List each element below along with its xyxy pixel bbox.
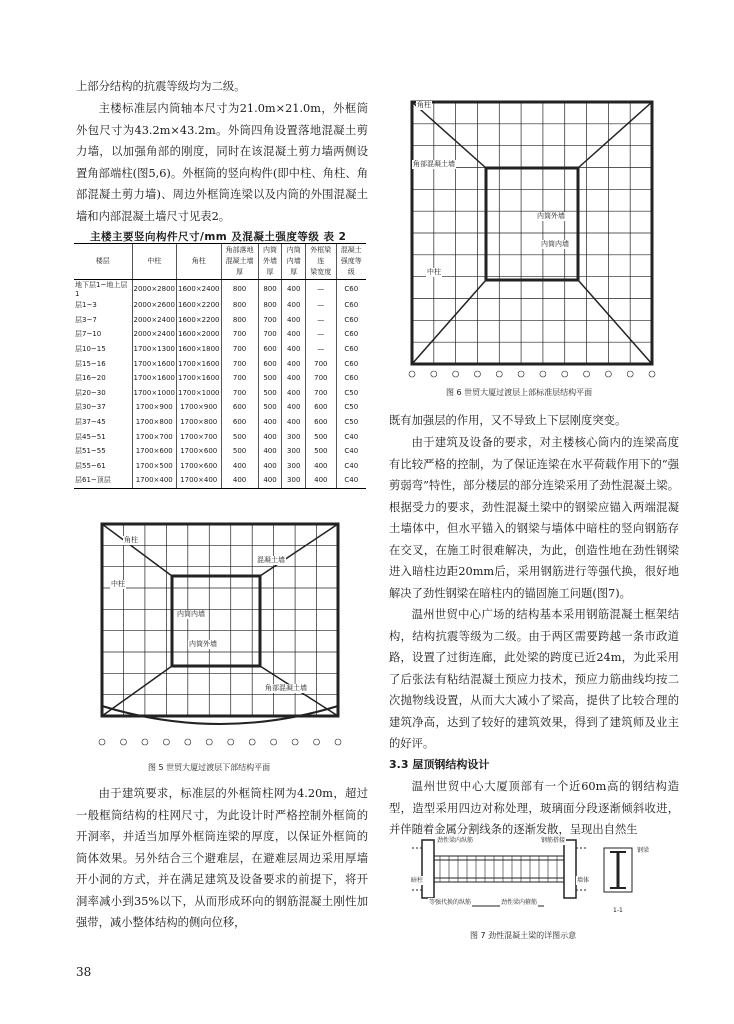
table-cell: 层51~55 [75, 447, 106, 456]
table-cell: 1600×1800 [177, 342, 222, 357]
table-body [74, 280, 366, 489]
axis-bubble [627, 371, 633, 377]
axis-bubble [292, 739, 298, 745]
right-para-2: 由于建筑及设备的要求，对主楼核心筒内的连梁高度有比较严格的控制，为了保证连梁在水平荷载作用下的“强剪弱弯”特性，部分楼层的部分连梁采用了劲性混凝土梁。根据受力的要求，劲性混凝土梁中的钢梁应锚入两端混凝土墙体中，但水平锚入的钢梁与墙体中暗柱的竖向钢筋存在交叉，在施工时很难解决，为此，创造性地在劲性钢梁进入暗柱边距20mm后，采用钢筋进行等强代换，很好地解决了劲性钢梁在暗柱内的锚固施工问题(图7)。 [389, 436, 679, 600]
fig7-label-lap: 钢筋搭接 [541, 837, 566, 844]
table-cell: 400 [282, 386, 306, 401]
table-cell: 500 [258, 400, 282, 415]
table-cell: 500 [306, 429, 336, 444]
table-cell: 300 [282, 473, 306, 488]
table-cell: 700 [221, 371, 258, 386]
axis-bubble [249, 739, 255, 745]
table-cell: 600 [258, 342, 282, 357]
fig6-label-corner-wall: 角部混凝土墙 [413, 160, 455, 168]
table-cell: C60 [336, 280, 366, 299]
table-cell: 1600×2200 [177, 298, 222, 313]
fig6-label-mid-column: 中柱 [427, 268, 441, 276]
table-cell: C40 [336, 444, 366, 459]
table-cell: 1700×700 [177, 429, 222, 444]
table-row [74, 429, 366, 444]
fig6-label-corner-column: 角柱 [417, 101, 431, 109]
table-cell: C60 [336, 371, 366, 386]
axis-bubble [206, 739, 212, 745]
table-row [74, 298, 366, 313]
fig7-label-stirrup: 劲性梁内箍筋 [501, 899, 538, 906]
table-cell: 400 [221, 459, 258, 474]
table-row [74, 371, 366, 386]
table-header-cell: 内筒 内墙厚 [282, 244, 306, 280]
table-cell: — [306, 342, 336, 357]
table-cell: 层15~16 [75, 359, 106, 368]
fig7-label-wall: 墙体 [577, 877, 590, 884]
table-cell: 600 [306, 415, 336, 430]
table-header-cell: 外框梁连 梁宽度 [306, 244, 336, 280]
section-heading-3-3: 3.3 屋顶钢结构设计 [389, 758, 490, 771]
axis-bubble [453, 371, 459, 377]
fig7-label-section: 1-1 [613, 907, 623, 914]
table-cell: 层20~30 [75, 388, 106, 397]
table-cell: 1700×800 [177, 415, 222, 430]
table-row [74, 313, 366, 328]
table-cell: 层10~15 [75, 345, 106, 354]
table-row [74, 400, 366, 415]
axis-bubble [474, 371, 480, 377]
table-cell: 1700×600 [177, 459, 222, 474]
table-cell: 400 [221, 473, 258, 488]
table-cell: 层37~45 [75, 418, 106, 427]
table-cell: 800 [221, 280, 258, 299]
axis-bubble [271, 739, 277, 745]
table-cell: 1700×900 [177, 400, 222, 415]
table-2-title: 主楼主要竖向构件尺寸/mm 及混凝土强度等级 表 2 [90, 231, 347, 243]
axis-bubble [518, 371, 524, 377]
table-cell: 1700×1600 [177, 356, 222, 371]
right-para-3: 温州世贸中心广场的结构基本采用钢筋混凝土框架结构，结构抗震等级为二级。由于两区需要跨越一条市政道路，设置了过街连廊，此处梁的跨度已近24m，为此采用了后张法有粘结混凝土预应力技术，预应力筋曲线均按二次抛物线设置，从而大大减小了梁高，提供了比较合理的建筑净高，达到了较好的建筑效果，得到了建筑师及业主的好评。 [389, 608, 679, 750]
table-cell: 700 [306, 386, 336, 401]
table-cell: 700 [221, 356, 258, 371]
table-cell: 400 [306, 459, 336, 474]
fig5-label-corner-wall: 角部混凝土墙 [265, 684, 307, 692]
left-para-2: 主楼标准层内筒轴本尺寸为21.0m×21.0m，外框筒外包尺寸为43.2m×43.2m。外筒四角设置落地混凝土剪力墙，以加强角部的刚度，同时在该混凝土剪力墙两侧设置角部端柱(图5,6)。外框筒的竖向构件(即中柱、角柱、角部混凝土剪力墙)、周边外框筒连梁以及内筒的外围混凝土墙和内部混凝土墙尺寸见表2。 [76, 102, 368, 223]
table-cell: 2000×2400 [132, 313, 177, 328]
table-cell: 1700×400 [177, 473, 222, 488]
table-header-cell: 角柱 [177, 244, 222, 280]
table-cell: 1700×600 [177, 444, 222, 459]
table-cell: C40 [336, 429, 366, 444]
fig7-label-longitudinal-bar: 劲性梁内纵筋 [437, 837, 474, 844]
table-cell: 700 [221, 327, 258, 342]
table-row [74, 386, 366, 401]
table-cell: — [306, 298, 336, 313]
table-cell: 600 [221, 400, 258, 415]
table-row [74, 280, 366, 299]
left-para-1: 上部分结构的抗震等级均为二级。 [76, 80, 246, 93]
fig7-label-hidden-column: 暗柱 [411, 877, 424, 884]
table-cell: 2000×2400 [132, 327, 177, 342]
table-cell: 700 [258, 327, 282, 342]
table-header-row [74, 244, 366, 280]
figure-6-floor-plan [394, 84, 670, 380]
table-cell: 400 [258, 444, 282, 459]
fig7-label-steel-beam: 钢梁 [637, 847, 650, 854]
table-cell: 400 [306, 473, 336, 488]
axis-bubble [584, 371, 590, 377]
axis-bubble [409, 371, 415, 377]
table-cell: 600 [306, 400, 336, 415]
axis-bubble [649, 371, 655, 377]
page-number: 38 [76, 965, 92, 979]
table-cell: 700 [221, 342, 258, 357]
table-cell: C60 [336, 313, 366, 328]
table-cell: 1700×900 [132, 400, 177, 415]
table-cell: 400 [282, 415, 306, 430]
axis-bubble [562, 371, 568, 377]
table-row [74, 459, 366, 474]
table-cell: 300 [282, 429, 306, 444]
table-cell: C50 [336, 400, 366, 415]
table-cell: 600 [221, 415, 258, 430]
table-cell: 400 [282, 280, 306, 299]
table-cell: 层45~51 [75, 432, 106, 441]
table-cell: C50 [336, 415, 366, 430]
fig7-label-substitute-bar: 等强代换的纵筋 [429, 899, 472, 906]
table-cell: 300 [282, 459, 306, 474]
table-row [74, 327, 366, 342]
table-cell: — [306, 327, 336, 342]
table-cell: C50 [336, 386, 366, 401]
table-cell: 400 [282, 313, 306, 328]
axis-bubble [431, 371, 437, 377]
fig5-label-wall: 混凝土墙 [257, 556, 285, 564]
table-cell: 800 [258, 298, 282, 313]
table-row [74, 415, 366, 430]
table-cell: 500 [258, 386, 282, 401]
table-cell: 400 [282, 371, 306, 386]
axis-bubble [605, 371, 611, 377]
axis-bubble [335, 739, 341, 745]
table-cell: 1600×2000 [177, 327, 222, 342]
table-cell: 800 [258, 280, 282, 299]
table-cell: 400 [282, 342, 306, 357]
table-cell: 层1~3 [75, 301, 97, 310]
axis-bubble [314, 739, 320, 745]
table-cell: 1700×1600 [132, 371, 177, 386]
table-cell: 400 [258, 429, 282, 444]
table-cell: 700 [306, 371, 336, 386]
table-cell: 400 [282, 400, 306, 415]
table-row [74, 444, 366, 459]
axis-bubble [163, 739, 169, 745]
axis-bubble [120, 739, 126, 745]
table-cell: C60 [336, 298, 366, 313]
table-cell: C40 [336, 473, 366, 488]
table-header-cell: 角部落地 混凝土墙厚 [221, 244, 258, 280]
table-cell: 500 [258, 371, 282, 386]
right-para-1: 既有加强层的作用，又不导致上下层刚度突变。 [389, 414, 627, 427]
table-cell: C60 [336, 342, 366, 357]
axis-bubble [228, 739, 234, 745]
table-2 [74, 243, 366, 489]
table-cell: 500 [221, 444, 258, 459]
table-cell: 层30~37 [75, 403, 106, 412]
axis-bubble [99, 739, 105, 745]
table-cell: 400 [282, 327, 306, 342]
table-cell: — [306, 280, 336, 299]
table-cell: 1700×800 [132, 415, 177, 430]
table-cell: 1600×2400 [177, 280, 222, 299]
table-cell: 层16~20 [75, 374, 106, 383]
table-cell: C40 [336, 459, 366, 474]
table-row [74, 342, 366, 357]
table-cell: 层3~7 [75, 315, 97, 324]
table-cell: 500 [306, 444, 336, 459]
table-cell: 1700×1000 [177, 386, 222, 401]
table-cell: 1700×1600 [132, 356, 177, 371]
table-cell: 400 [282, 356, 306, 371]
table-cell: C60 [336, 327, 366, 342]
fig6-label-core-outer: 内筒外墙 [537, 212, 565, 220]
table-header-cell: 楼层 [74, 244, 132, 280]
table-cell: 1600×2200 [177, 313, 222, 328]
table-cell: 300 [282, 444, 306, 459]
table-cell: 400 [258, 459, 282, 474]
table-cell: 2000×2600 [132, 298, 177, 313]
axis-bubble [540, 371, 546, 377]
table-cell: 1700×400 [132, 473, 177, 488]
table-cell: C60 [336, 356, 366, 371]
table-cell: 2000×2800 [132, 280, 177, 299]
table-cell: 层61~顶层 [74, 473, 132, 488]
table-header-cell: 混凝土 强度等级 [336, 244, 366, 280]
table-cell: 500 [221, 429, 258, 444]
table-cell: 400 [282, 298, 306, 313]
table-row [74, 473, 366, 488]
table-cell: — [306, 313, 336, 328]
table-header-cell: 中柱 [132, 244, 177, 280]
fig6-label-core-inner: 内筒内墙 [541, 240, 569, 248]
fig5-label-corner-column: 角柱 [124, 536, 138, 544]
table-cell: 1700×500 [132, 459, 177, 474]
axis-bubble [185, 739, 191, 745]
figure-5-caption: 图 5 世贸大厦过渡层下部结构平面 [148, 763, 271, 772]
right-para-4: 温州世贸中心大厦顶部有一个近60m高的钢结构造型，造型采用四边对称处理，玻璃面分段逐渐倾斜收进，并伴随着金属分割线条的逐渐发散，呈现出自然生 [389, 780, 679, 836]
table-cell: 800 [221, 313, 258, 328]
fig5-label-core-outer: 内筒外墙 [189, 640, 217, 648]
table-cell: 400 [258, 415, 282, 430]
table-cell: 400 [258, 473, 282, 488]
table-cell: 1700×700 [132, 429, 177, 444]
table-cell: 层7~10 [75, 330, 102, 339]
table-row [74, 356, 366, 371]
table-cell: 600 [258, 356, 282, 371]
table-cell: 800 [221, 298, 258, 313]
table-cell: 1700×1600 [177, 371, 222, 386]
table-header-cell: 内筒 外墙厚 [258, 244, 282, 280]
figure-7-caption: 图 7 劲性混凝土梁的详图示意 [470, 931, 577, 940]
figure-6-caption: 图 6 世贸大厦过渡层上部标准层结构平面 [446, 388, 593, 397]
fig5-label-core-inner: 内筒内墙 [177, 610, 205, 618]
fig5-label-mid-column: 中柱 [111, 580, 125, 588]
axis-bubble [496, 371, 502, 377]
table-cell: 1700×1300 [132, 342, 177, 357]
table-cell: 1700×1000 [132, 386, 177, 401]
table-cell: 700 [258, 313, 282, 328]
table-cell: 地下层1~地上层1 [75, 281, 128, 298]
table-cell: 层55~61 [75, 461, 106, 470]
table-cell: 1700×600 [132, 444, 177, 459]
axis-bubble [142, 739, 148, 745]
table-cell: 700 [306, 356, 336, 371]
table-cell: 700 [221, 386, 258, 401]
left-para-3: 由于建筑要求，标准层的外框筒柱网为4.20m，超过一般框筒结构的柱网尺寸，为此设计时严格控制外框筒的开洞率，并适当加厚外框筒连梁的厚度，以保证外框筒的筒体效果。另外结合三个避难层，在避难层周边采用厚墙开小洞的方式，并在满足建筑及设备要求的前提下，将开洞率减小到35%以下，从而形成环向的钢筋混凝土刚性加强带，减小整体结构的侧向位移， [76, 787, 368, 929]
